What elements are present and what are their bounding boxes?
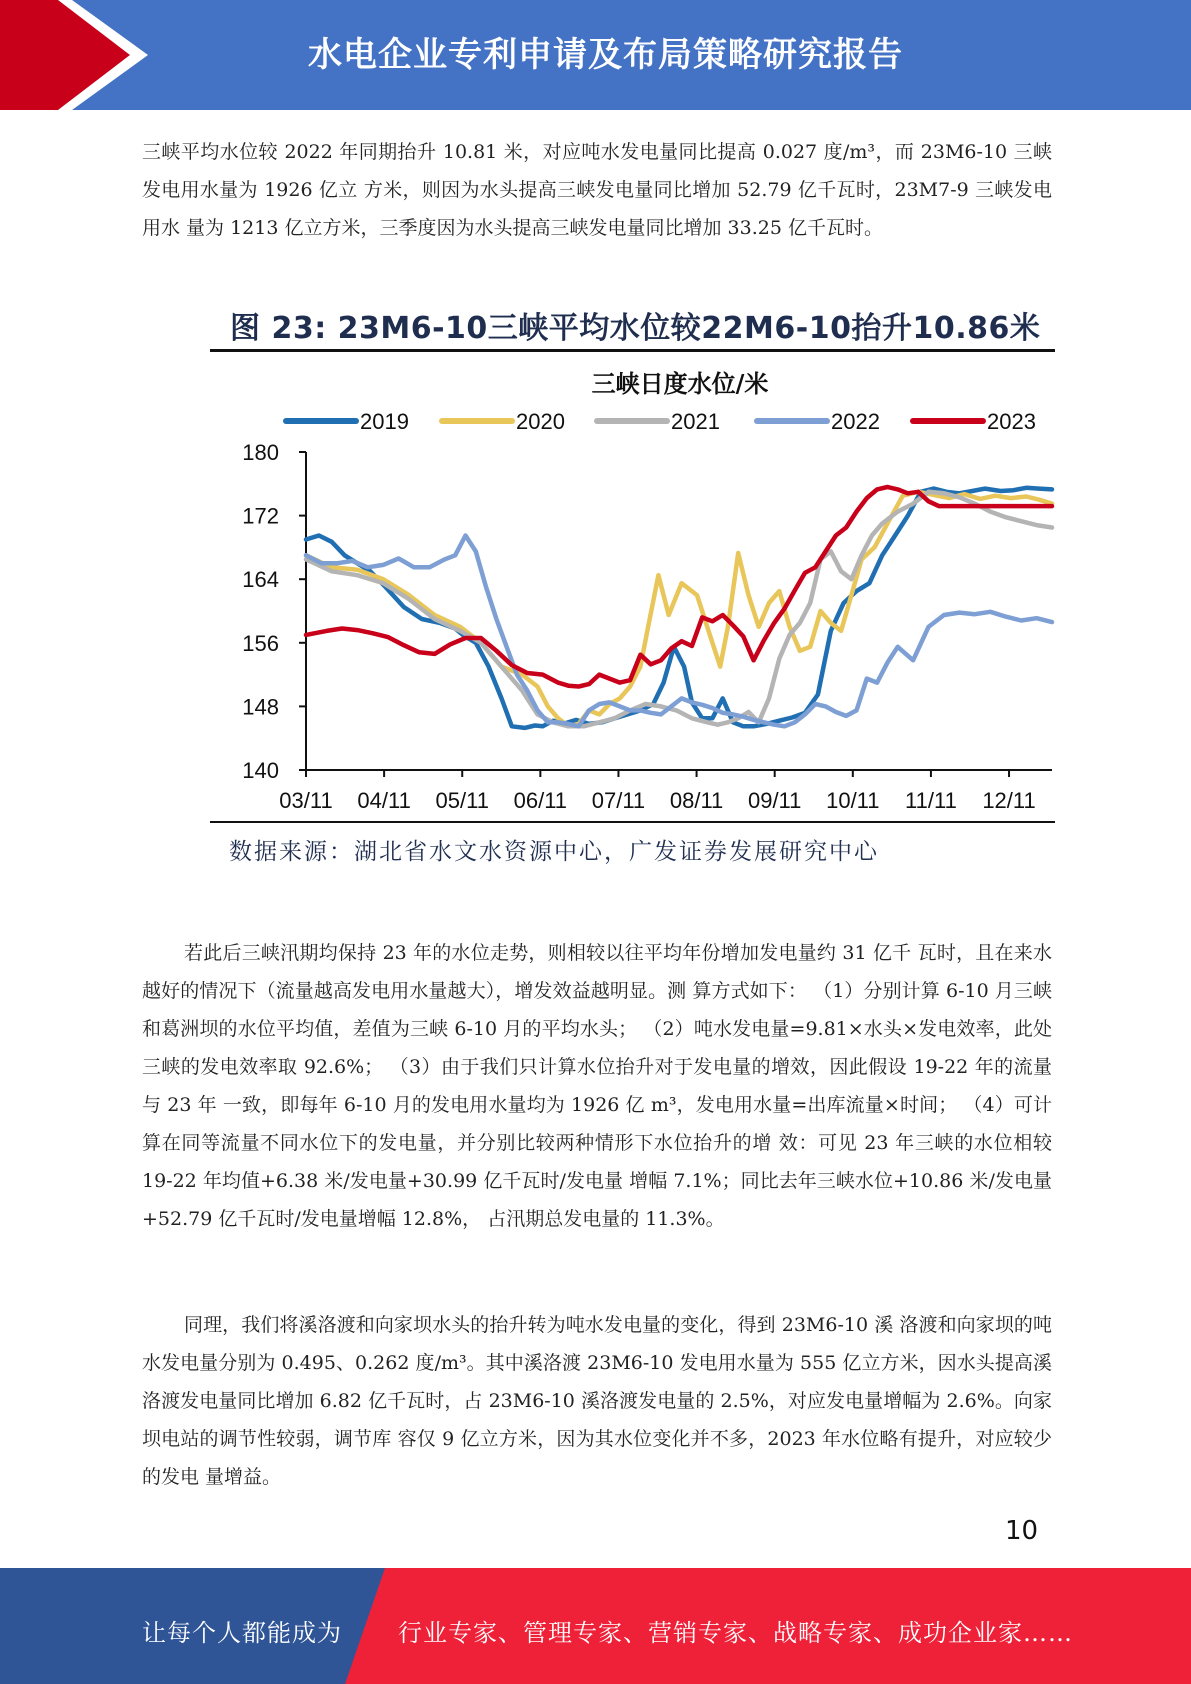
- footer-slogan-left: 让每个人都能成为: [142, 1619, 342, 1647]
- page-number: 10: [1005, 1516, 1039, 1546]
- page-header: [0, 0, 1191, 110]
- series-line-2020: [306, 492, 1052, 727]
- paragraph-3: 同理，我们将溪洛渡和向家坝水头的抬升转为吨水发电量的变化，得到 23M6-10 溪 洛渡和向家坝的吨水发电量分别为 0.495、0.262 度/m³。其中溪洛渡 23M6-10 发电用水量为 555 亿立方米，因水头提高溪洛渡发电量同比增加 6.82 亿千瓦时，占 23M6-10 溪洛渡发电量的 2.5%，对应发电量增幅为 2.6%。向家坝电站的调节性较弱，调节库 容仅 9 亿立方米，因为其水位变化并不多，2023 年水位略有提升，对应较少的发电 量增益。: [142, 1314, 1053, 1488]
- x-tick-label-8: 11/11: [905, 788, 957, 813]
- series-line-2022: [306, 536, 1052, 727]
- x-tick-label-7: 10/11: [826, 788, 880, 813]
- legend-label-2019: 2019: [360, 409, 409, 434]
- series-line-2021: [306, 492, 1052, 727]
- legend-label-2021: 2021: [671, 409, 720, 434]
- figure-source: 数据来源：湖北省水文水资源中心，广发证券发展研究中心: [229, 839, 879, 865]
- figure-bottom-rule: [210, 821, 1055, 823]
- x-tick-label-0: 03/11: [279, 788, 333, 813]
- x-tick-label-4: 07/11: [591, 788, 646, 813]
- y-tick-label-164: 164: [242, 567, 279, 593]
- x-tick-label-5: 08/11: [669, 788, 724, 813]
- paragraph-1: 三峡平均水位较 2022 年同期抬升 10.81 米，对应吨水发电量同比提高 0.027 度/m³，而 23M6-10 三峡发电用水量为 1926 亿立 方米，则因为水头提高三峡发电量同比增加 52.79 亿千瓦时，23M7-9 三峡发电用水 量为 1213 亿立方米，三季度因为水头提高三峡发电量同比增加 33.25 亿千瓦时。: [142, 141, 1052, 239]
- x-tick-label-2: 05/11: [435, 788, 489, 813]
- legend-label-2022: 2022: [831, 409, 880, 434]
- chart-title: 三峡日度水位/米: [591, 369, 769, 398]
- x-tick-label-1: 04/11: [357, 788, 411, 813]
- y-tick-label-156: 156: [242, 630, 279, 656]
- x-tick-label-9: 12/11: [982, 788, 1036, 813]
- y-tick-label-140: 140: [242, 758, 279, 783]
- legend-label-2023: 2023: [987, 409, 1036, 434]
- x-tick-label-6: 09/11: [747, 788, 802, 813]
- report-title: 水电企业专利申请及布局策略研究报告: [308, 35, 903, 75]
- page-footer: [0, 1568, 1191, 1684]
- x-tick-label-3: 06/11: [513, 788, 568, 813]
- y-tick-label-172: 172: [242, 503, 279, 529]
- legend-label-2020: 2020: [516, 409, 565, 434]
- figure-top-rule: [210, 349, 1055, 352]
- footer-slogan-right: 行业专家、管理专家、营销专家、战略专家、成功企业家……: [398, 1619, 1073, 1647]
- figure-title: 图 23: 23M6-10三峡平均水位较22M6-10抬升10.86米: [230, 311, 1041, 346]
- y-tick-label-180: 180: [242, 440, 279, 465]
- paragraph-2: 若此后三峡汛期均保持 23 年的水位走势，则相较以往平均年份增加发电量约 31 亿千 瓦时，且在来水越好的情况下（流量越高发电用水量越大），增发效益越明显。测 算方式如下： （1）分别计算 6-10 月三峡和葛洲坝的水位平均值，差值为三峡 6-10 月的平均水头； （2）吨水发电量=9.81×水头×发电效率，此处三峡的发电效率取 92.6%； （3）由于我们只计算水位抬升对于发电量的增效，因此假设 19-22 年的流量与 23 年 一致，即每年 6-10 月的发电用水量均为 1926 亿 m³，发电用水量=出库流量×时间； （4）可计算在同等流量不同水位下的发电量，并分别比较两种情形下水位抬升的增 效：可见 23 年三峡的水位相较 19-22 年均值+6.38 米/发电量+30.99 亿千瓦时/发电量 增幅 7.1%；同比去年三峡水位+10.86 米/发电量+52.79 亿千瓦时/发电量增幅 12.8%， 占汛期总发电量的 11.3%。: [142, 942, 1052, 1230]
- water-level-chart: [210, 356, 1055, 820]
- y-tick-label-148: 148: [242, 694, 279, 720]
